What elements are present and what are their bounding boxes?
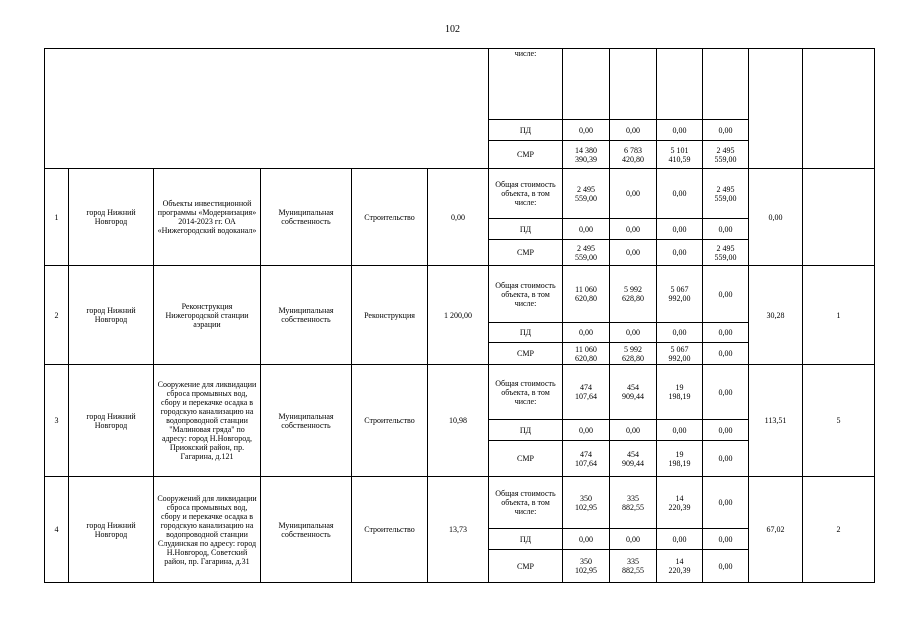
pd-label: ПД [489,420,563,441]
smr-label: СМР [489,343,563,365]
pd-value-4: 0,00 [703,323,749,343]
total-value-2: 454 909,44 [610,365,657,420]
pd-value-2: 0,00 [610,420,657,441]
row-number: 4 [45,477,69,583]
col12-cell: 1 [803,266,875,365]
col11-cell: 0,00 [749,169,803,266]
row-number: 2 [45,266,69,365]
object-cell: Сооружений для ликвидации сброса промывных вод, сбору и перекачке осадка в городскую канализацию на водопроводной станции Слудинская по адресу: город Н.Новгород, Советский район, пр. Гагарина, д.31 [154,477,261,583]
capacity-cell: 1 200,00 [428,266,489,365]
table-row [45,169,875,219]
total-value-4: 2 495 559,00 [703,169,749,219]
pd-value-2: 0,00 [610,529,657,550]
page-number: 102 [445,24,460,35]
pd-value-3: 0,00 [657,323,703,343]
total-value-4: 0,00 [703,266,749,323]
pd-value-1: 0,00 [563,323,610,343]
pd-value-2: 0,00 [610,219,657,240]
table-row [45,266,875,323]
col12-cell: 2 [803,477,875,583]
table-row [45,365,875,420]
capacity-cell: 0,00 [428,169,489,266]
work-type-cell: Реконструкция [352,266,428,365]
pd-value-3: 0,00 [657,529,703,550]
table-row-continuation-pd: ПД 0,00 0,00 0,00 0,00 [45,120,875,141]
smr-value-4: 0,00 [703,550,749,583]
total-value-4: 0,00 [703,365,749,420]
smr-label: СМР [489,550,563,583]
smr-value-3: 14 220,39 [657,550,703,583]
pd-value-3: 0,00 [657,420,703,441]
ownership-cell: Муниципальная собственность [261,169,352,266]
city-cell: город Нижний Новгород [69,365,154,477]
total-value-4: 0,00 [703,477,749,529]
smr-value-2: 5 992 628,80 [610,343,657,365]
col12-cell: 5 [803,365,875,477]
total-value-1: 11 060 620,80 [563,266,610,323]
row-number: 1 [45,169,69,266]
work-type-cell: Строительство [352,365,428,477]
investment-table [44,48,875,583]
total-label-cell: Общая стоимость объекта, в том числе: [489,266,563,323]
smr-value-3: 19 198,19 [657,441,703,477]
col12-cell [803,169,875,266]
pd-value-4: 0,00 [703,420,749,441]
pd-value-2: 0,00 [610,323,657,343]
smr-value-2: 335 882,55 [610,550,657,583]
table-row-continuation [45,49,875,120]
total-value-3: 14 220,39 [657,477,703,529]
col11-cell: 113,51 [749,365,803,477]
pd-value-1: 0,00 [563,529,610,550]
smr-value-3: 5 067 992,00 [657,343,703,365]
smr-value-2: 0,00 [610,240,657,266]
smr-value-4: 2 495 559,00 [703,240,749,266]
row-number: 3 [45,365,69,477]
total-label-cell: Общая стоимость объекта, в том числе: [489,169,563,219]
total-value-3: 0,00 [657,169,703,219]
object-cell: Сооружение для ликвидации сброса промывных вод, сбору и перекачке осадка в городскую канализацию на водопроводной станции "Малиновая гряда" по адресу: город Н.Новгород, Приокский район, пр. Гагарина, д.121 [154,365,261,477]
total-value-2: 0,00 [610,169,657,219]
smr-value-1: 350 102,95 [563,550,610,583]
capacity-cell: 13,73 [428,477,489,583]
smr-value-1: 11 060 620,80 [563,343,610,365]
smr-value-1: 2 495 559,00 [563,240,610,266]
smr-value-2: 454 909,44 [610,441,657,477]
total-value-1: 2 495 559,00 [563,169,610,219]
object-cell: Объекты инвестиционной программы «Модернизация» 2014-2023 гг. ОА «Нижегородский водоканал» [154,169,261,266]
empty-continuation-cell [45,49,489,169]
smr-value-4: 0,00 [703,441,749,477]
total-value-3: 5 067 992,00 [657,266,703,323]
pd-value-4: 0,00 [703,529,749,550]
object-cell: Реконструкция Нижегородской станции аэрации [154,266,261,365]
total-label-cell: Общая стоимость объекта, в том числе: [489,477,563,529]
table-row [45,477,875,529]
work-type-cell: Строительство [352,477,428,583]
pd-value-1: 0,00 [563,420,610,441]
total-value-1: 474 107,64 [563,365,610,420]
pd-value-3: 0,00 [657,219,703,240]
total-value-3: 19 198,19 [657,365,703,420]
city-cell: город Нижний Новгород [69,266,154,365]
ownership-cell: Муниципальная собственность [261,266,352,365]
ownership-cell: Муниципальная собственность [261,477,352,583]
smr-value-1: 474 107,64 [563,441,610,477]
work-type-cell: Строительство [352,169,428,266]
table-row-continuation-smr: СМР 14 380 390,39 6 783 420,80 5 101 410,59 2 495 559,00 [45,141,875,169]
capacity-cell: 10,98 [428,365,489,477]
table-body [45,49,875,583]
total-value-2: 5 992 628,80 [610,266,657,323]
city-cell: город Нижний Новгород [69,477,154,583]
total-value-1: 350 102,95 [563,477,610,529]
ownership-cell: Муниципальная собственность [261,365,352,477]
pd-label: ПД [489,529,563,550]
smr-label: СМР [489,240,563,266]
city-cell: город Нижний Новгород [69,169,154,266]
col11-cell: 67,02 [749,477,803,583]
pd-label: ПД [489,323,563,343]
smr-value-4: 0,00 [703,343,749,365]
smr-value-3: 0,00 [657,240,703,266]
pd-label: ПД [489,219,563,240]
total-label-cell: числе: [489,49,563,120]
smr-label: СМР [489,441,563,477]
total-label-cell: Общая стоимость объекта, в том числе: [489,365,563,420]
smr-label: СМР [489,141,563,169]
pd-label: ПД [489,120,563,141]
total-value-2: 335 882,55 [610,477,657,529]
pd-value-4: 0,00 [703,219,749,240]
pd-value-1: 0,00 [563,219,610,240]
col11-cell: 30,28 [749,266,803,365]
